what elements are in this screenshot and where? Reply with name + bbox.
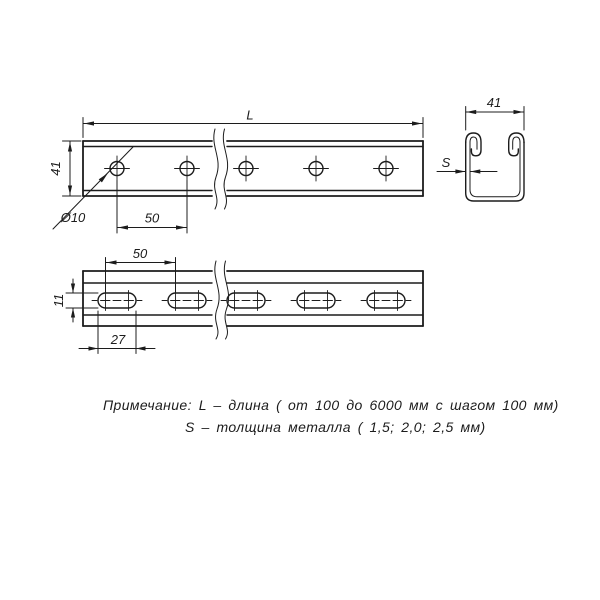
slot: [92, 291, 142, 311]
section-profile: [466, 133, 524, 201]
bottom-view-slots: [92, 291, 411, 311]
dim-length-L: [83, 108, 423, 138]
thickness-label: S: [441, 155, 451, 170]
dim-section-width-41: [466, 95, 524, 130]
front-view: [48, 108, 423, 234]
break-line-front: [214, 129, 228, 209]
dim-hole-diameter: [53, 147, 133, 229]
dim-slot-spacing-50: [106, 246, 176, 292]
hole: [234, 156, 259, 181]
section-view: [437, 95, 524, 201]
bottom-view-body: [83, 271, 423, 326]
note-block: [103, 397, 559, 435]
dim-height-41: [48, 141, 81, 196]
height-dim-label: 41: [48, 161, 63, 176]
hole: [374, 156, 399, 181]
section-width-label: 41: [486, 95, 502, 110]
hole-spacing-label: 50: [144, 210, 160, 226]
note-line-1: Примечание: L – длина ( от 100 до 6000 мм с шагом 100 мм): [103, 397, 559, 413]
slot-height-label: 11: [51, 293, 66, 308]
bottom-view: [51, 246, 423, 354]
length-dim-label: L: [246, 107, 254, 123]
hole: [105, 156, 130, 181]
slot-spacing-label: 50: [132, 246, 148, 261]
front-view-holes: [105, 156, 399, 181]
hole-diameter-label: Ø10: [60, 210, 86, 225]
slot-length-label: 27: [110, 332, 126, 347]
dim-thickness-S: [437, 155, 497, 174]
slot: [291, 291, 341, 311]
dim-slot-length-27: [79, 311, 155, 354]
dim-hole-spacing-50: [117, 181, 187, 234]
slot: [361, 291, 411, 311]
slot: [162, 291, 212, 311]
hole: [175, 156, 200, 181]
hole: [304, 156, 329, 181]
note-line-2: S – толщина металла ( 1,5; 2,0; 2,5 мм): [185, 419, 486, 435]
